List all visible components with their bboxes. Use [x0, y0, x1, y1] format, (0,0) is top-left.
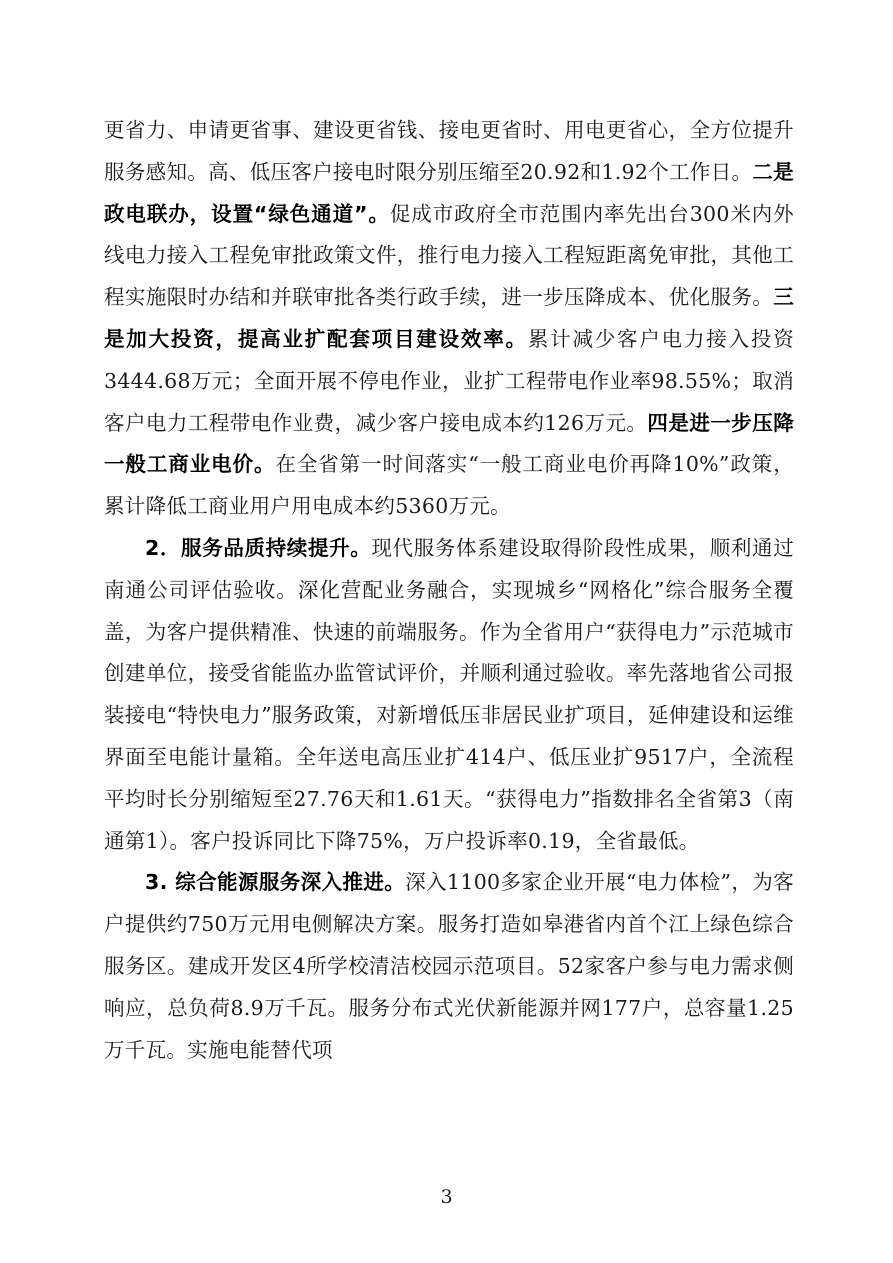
bold-heading-run: 四是进一步压降一般工商业电价。 — [104, 410, 794, 477]
paragraph-p3 — [104, 862, 794, 1071]
text-run: 现代服务体系建设取得阶段性成果，顺利通过南通公司评估验收。深化营配业务融合，实现城乡“网格化”综合服务全覆盖，为客户提供精准、快速的前端服务。作为全省用户“获得电力”示范城市创建单位，接受省能监办监管试评价，并顺利通过验收。率先落地省公司报装接电“特快电力”服务政策，对新增低压非居民业扩项目，延伸建设和运维界面至电能计量箱。全年送电高压业扩414户、低压业扩9517户，全流程平均时长分别缩短至27.76天和1.61天。“获得电力”指数排名全省第3（南通第1）。客户投诉同比下降75%，万户投诉率0.19，全省最低。 — [104, 535, 794, 853]
text-run: 促成市政府全市范围内率先出台300米内外线电力接入工程免审批政策文件，推行电力接入工程短距离免审批，其他工程实施限时办结和并联审批各类行政手续，进一步压降成本、优化服务。 — [104, 201, 794, 310]
page-number: 3 — [440, 1186, 453, 1208]
text-run: 深入1100多家企业开展“电力体检”，为客户提供约750万元用电侧解决方案。服务打造如皋港省内首个江上绿色综合服务区。建成开发区4所学校清洁校园示范项目。52家客户参与电力需求侧响应，总负荷8.9万千瓦。服务分布式光伏新能源并网177户，总容量1.25万千瓦。实施电能替代项 — [104, 870, 794, 1062]
bold-heading-run: 三是加大投资，提高业扩配套项目建设效率。 — [104, 285, 794, 351]
bold-heading-run: 二是政电联办，设置“绿色通道”。 — [104, 159, 794, 226]
text-run: 累计减少客户电力接入投资3444.68万元；全面开展不停电作业，业扩工程带电作业率98.55%；取消客户电力工程带电作业费，减少客户接电成本约126万元。 — [104, 326, 794, 435]
paragraph-p1 — [104, 110, 794, 528]
text-run: 在全省第一时间落实“一般工商业电价再降10%”政策，累计降低工商业用户用电成本约5360万元。 — [104, 452, 794, 519]
bold-heading-run: 3. 综合能源服务深入推进。 — [145, 870, 406, 895]
body-text — [104, 110, 794, 1071]
paragraph-p2 — [104, 528, 794, 862]
bold-heading-run: 2．服务品质持续提升。 — [145, 535, 372, 560]
text-run: 更省力、申请更省事、建设更省钱、接电更省时、用电更省心，全方位提升服务感知。高、低压客户接电时限分别压缩至20.92和1.92个工作日。 — [104, 118, 794, 184]
